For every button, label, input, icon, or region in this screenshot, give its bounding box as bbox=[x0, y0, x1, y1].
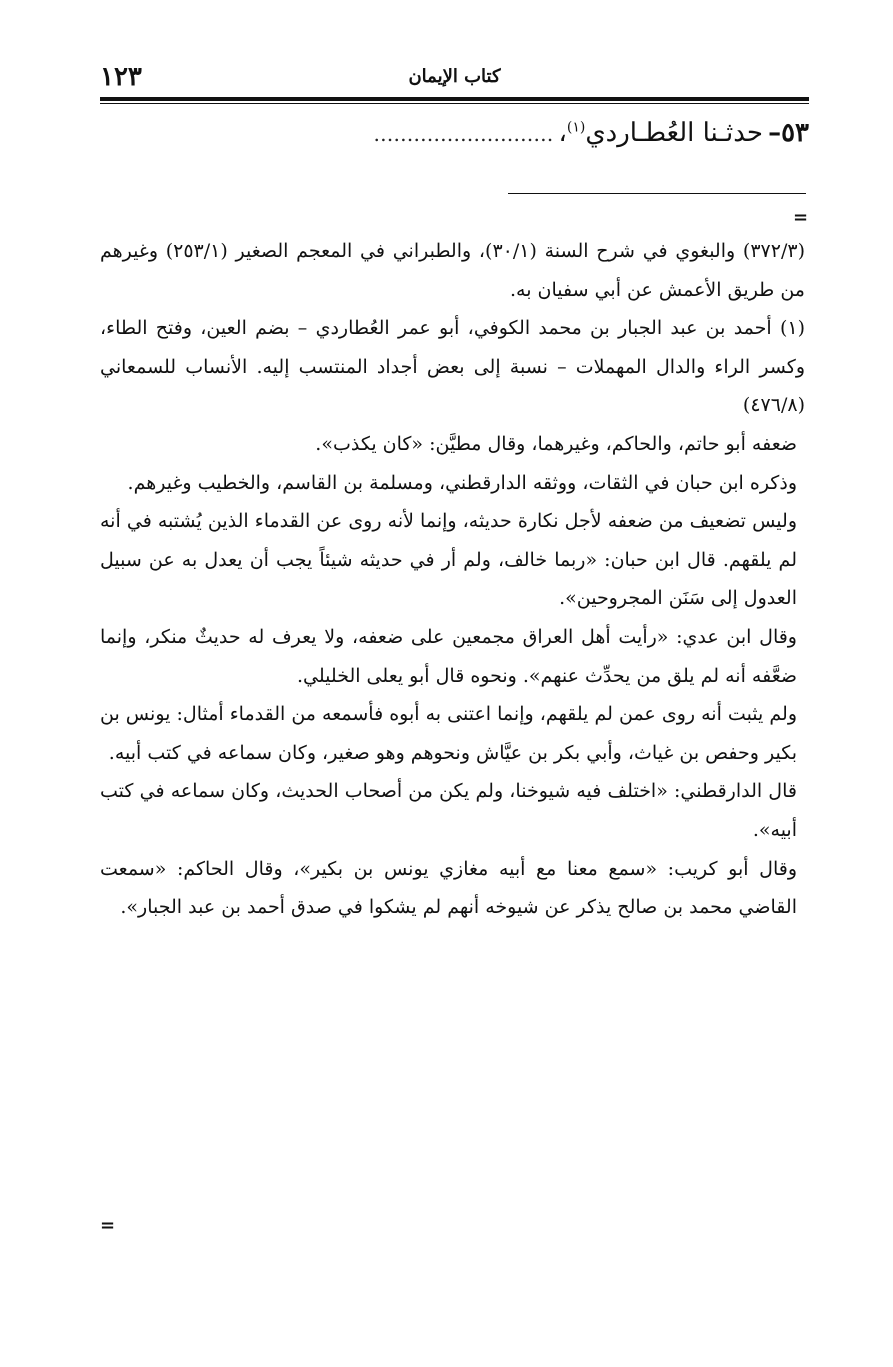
footnote-paragraph: وليس تضعيف من ضعفه لأجل نكارة حديثه، وإنما لأنه روى عن القدماء الذين يُشتبه في أنه لم يلقهم. قال ابن حبان: «ربما خالف، ولم أر في حديثه شيئاً يجب أن يعدل به عن سبيل العدول إلى سَنَن المجروحين». bbox=[100, 510, 797, 610]
running-header bbox=[100, 62, 809, 92]
hadith-text bbox=[558, 118, 763, 148]
hadith-narration: حدثـنا العُطـاردي bbox=[585, 118, 763, 148]
page-number: ١٢٣ bbox=[100, 62, 142, 92]
continuation-mark-bottom: = bbox=[100, 1215, 116, 1236]
footnote-1: (١) أحمد بن عبد الجبار بن محمد الكوفي، أبو عمر العُطاردي – بضم العين، وفتح الطاء، وكسر الراء والدال المهملات – نسبة إلى بعض أجداد المنتسب إليه. الأنساب للسمعاني (٤٧٦/٨) bbox=[100, 317, 805, 417]
footnote-paragraph: وذكره ابن حبان في الثقات، ووثقه الدارقطني، ومسلمة بن القاسم، والخطيب وغيرهم. bbox=[127, 471, 797, 494]
book-title: كتاب الإيمان bbox=[408, 66, 501, 87]
header-rule-thin bbox=[100, 103, 809, 104]
hadith-comma: ، bbox=[558, 118, 567, 148]
footnote-paragraph: قال الدارقطني: «اختلف فيه شيوخنا، ولم يكن من أصحاب الحديث، وكان سماعه في كتب أبيه». bbox=[100, 780, 797, 841]
footnote-paragraph: ولم يثبت أنه روى عمن لم يلقهم، وإنما اعتنى به أبوه فأسمعه من القدماء أمثال: يونس بن بكير وحفص بن غياث، وأبي بكر بن عيَّاش ونحوهم وهو صغير، وكان سماعه في كتب أبيه. bbox=[100, 703, 797, 764]
footnote-reference: (١) bbox=[566, 119, 586, 136]
footnotes-block bbox=[100, 232, 805, 927]
hadith-number: ٥٣– bbox=[768, 118, 809, 148]
hadith-heading bbox=[100, 118, 809, 158]
footnote-paragraph: ضعفه أبو حاتم، والحاكم، وغيرهما، وقال مطيَّن: «كان يكذب». bbox=[315, 432, 797, 455]
continuation-mark-top: = bbox=[793, 207, 809, 228]
footnote-paragraph: وقال ابن عدي: «رأيت أهل العراق مجمعين على ضعفه، ولا يعرف له حديثٌ منكر، وإنما ضعَّفه أنه لم يلق من يحدِّث عنهم». ونحوه قال أبو يعلى الخليلي. bbox=[100, 625, 797, 687]
footnote-separator bbox=[508, 193, 806, 194]
elision-dots: ……………………… bbox=[373, 122, 554, 146]
footnote-continuation: (٣٧٢/٣) والبغوي في شرح السنة (٣٠/١)، والطبراني في المعجم الصغير (٢٥٣/١) وغيرهم من طريق الأعمش عن أبي سفيان به. bbox=[100, 240, 805, 301]
header-rule-thick bbox=[100, 97, 809, 101]
footnote-paragraph: وقال أبو كريب: «سمع معنا مع أبيه مغازي يونس بن بكير»، وقال الحاكم: «سمعت القاضي محمد بن صالح يذكر عن شيوخه أنهم لم يشكوا في صدق أحمد بن عبد الجبار». bbox=[100, 857, 797, 919]
